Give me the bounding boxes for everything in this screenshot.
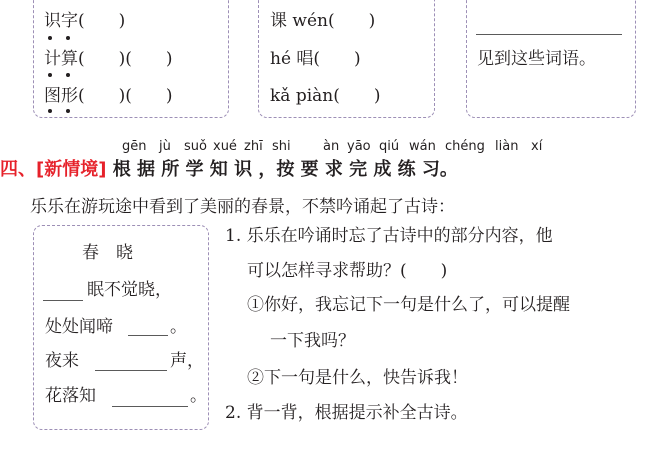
poem-blank-2 [128,335,168,336]
box2-row-he: hé 唱( ) [270,49,361,69]
pinyin-1: gēn [122,139,147,154]
pinyin-3: suǒ [184,139,207,154]
pinyin-8: yāo [347,139,371,154]
emphasis-dot [66,36,70,40]
poem-title: 春 晓 [82,243,133,263]
emphasis-dot [48,73,52,77]
question-2: 2. 背一背，根据提示补全古诗。 [225,403,468,423]
box3-text: 见到这些词语。 [477,49,596,69]
pinyin-4: xué [213,139,237,154]
poem-line-2a: 处处闻啼 [45,317,113,337]
option-2: ②下一句是什么，快告诉我！ [247,368,468,388]
emphasis-dot [48,36,52,40]
box1-row-tuxing: 图形( )( ) [44,86,173,106]
box3-write-line [476,34,622,35]
pinyin-5: zhī [244,139,263,154]
pinyin-10: wán [409,139,436,154]
pinyin-13: xí [531,139,543,154]
pinyin-2: jù [159,139,171,154]
box2-row-wen: 课 wén( ) [270,11,376,31]
section-number: 四、 [0,159,36,180]
poem-line-4b: 。 [190,386,207,406]
pinyin-12: liàn [495,139,519,154]
poem-blank-1 [43,300,83,301]
poem-line-2b: 。 [170,317,187,337]
poem-line-4a: 花落知 [45,386,96,406]
question-1-line-1: 1. 乐乐在吟诵时忘了古诗中的部分内容，他 [225,226,553,246]
poem-line-3b: 声， [170,351,204,371]
section-tag: [新情境] [36,159,107,180]
option-1-line-2: 一下我吗？ [270,331,355,351]
pinyin-6: shi [272,139,291,154]
option-1-line-1: ①你好，我忘记下一句是什么了，可以提醒 [247,295,570,315]
poem-line-1: 眠不觉晓， [87,280,172,300]
box1-row-jisuan: 计算( )( ) [44,49,173,69]
pinyin-7: àn [323,139,340,154]
box2-row-kapian: kǎ piàn( ) [270,86,381,106]
poem-blank-3 [95,370,167,371]
box1-row-shizi: 识字( ) [44,11,126,31]
pinyin-11: chéng [445,139,485,154]
emphasis-dot [66,109,70,113]
intro-text: 乐乐在游玩途中看到了美丽的春景，不禁吟诵起了古诗： [30,197,455,217]
section-heading [0,155,458,181]
section-title: 根 据 所 学 知 识 ，按 要 求 完 成 练 习。 [112,159,458,180]
emphasis-dot [66,73,70,77]
poem-line-3a: 夜来 [45,351,79,371]
emphasis-dot [48,109,52,113]
question-1-line-2: 可以怎样寻求帮助？( ) [247,261,448,281]
pinyin-9: qiú [379,139,400,154]
poem-blank-4 [112,406,188,407]
